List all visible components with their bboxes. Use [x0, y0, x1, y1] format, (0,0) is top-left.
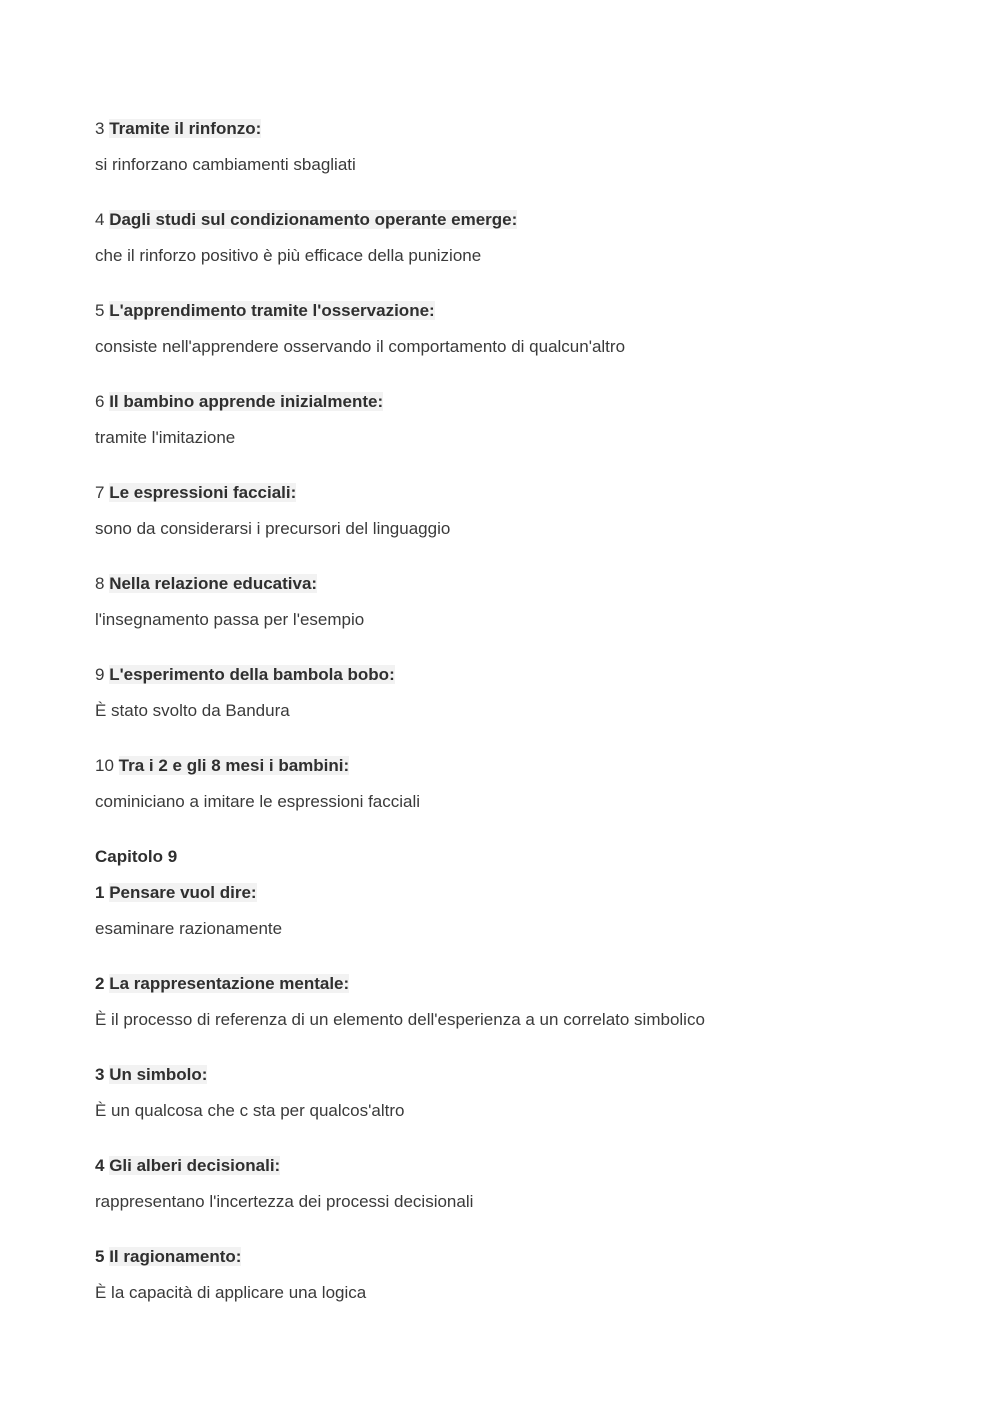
answer-text: sono da considerarsi i precursori del linguaggio: [95, 519, 451, 538]
question: [95, 973, 915, 995]
qa-item: [95, 209, 915, 267]
question-text: Pensare vuol dire:: [109, 883, 257, 902]
question-text: Nella relazione educativa:: [109, 574, 318, 593]
question-text: Il ragionamento:: [109, 1247, 242, 1266]
answer-text: cominiciano a imitare le espressioni facciali: [95, 792, 421, 811]
question-number: 8: [95, 574, 105, 593]
question-number: 5: [95, 301, 105, 320]
question-text: Il bambino apprende inizialmente:: [109, 392, 384, 411]
qa-item: [95, 391, 915, 449]
question-text: L'esperimento della bambola bobo:: [109, 665, 395, 684]
qa-item: [95, 118, 915, 176]
qa-item: [95, 300, 915, 358]
qa-item: [95, 882, 915, 940]
question: [95, 1155, 915, 1177]
chapter-heading: Capitolo 9: [95, 847, 178, 866]
qa-item: [95, 664, 915, 722]
qa-item: [95, 973, 915, 1031]
question: [95, 482, 915, 504]
question-number: 10: [95, 756, 114, 775]
question: [95, 209, 915, 231]
answer-text: consiste nell'apprendere osservando il comportamento di qualcun'altro: [95, 337, 626, 356]
question-number: 1: [95, 883, 105, 902]
question-text: Un simbolo:: [109, 1065, 208, 1084]
question: [95, 1246, 915, 1268]
qa-item: [95, 482, 915, 540]
qa-item: [95, 1246, 915, 1304]
answer-text: È un qualcosa che c sta per qualcos'altro: [95, 1101, 405, 1120]
answer-text: È la capacità di applicare una logica: [95, 1283, 367, 1302]
question-text: Tra i 2 e gli 8 mesi i bambini:: [118, 756, 350, 775]
question-number: 6: [95, 392, 105, 411]
question-text: L'apprendimento tramite l'osservazione:: [109, 301, 435, 320]
qa-item: [95, 1064, 915, 1122]
question-text: Dagli studi sul condizionamento operante emerge:: [109, 210, 518, 229]
question-number: 3: [95, 119, 105, 138]
question-number: 4: [95, 210, 105, 229]
question-text: Gli alberi decisionali:: [109, 1156, 281, 1175]
question-number: 9: [95, 665, 105, 684]
question: [95, 1064, 915, 1086]
question-number: 3: [95, 1065, 105, 1084]
answer-text: tramite l'imitazione: [95, 428, 236, 447]
question-number: 4: [95, 1156, 105, 1175]
question: [95, 118, 915, 140]
question-number: 2: [95, 974, 105, 993]
answer-text: che il rinforzo positivo è più efficace della punizione: [95, 246, 482, 265]
qa-item: [95, 573, 915, 631]
question: [95, 755, 915, 777]
question: [95, 882, 915, 904]
answer-text: È il processo di referenza di un elemento dell'esperienza a un correlato simbolico: [95, 1010, 705, 1029]
answer-text: l'insegnamento passa per l'esempio: [95, 610, 365, 629]
question-text: Le espressioni facciali:: [109, 483, 297, 502]
question: [95, 391, 915, 413]
answer-text: rappresentano l'incertezza dei processi decisionali: [95, 1192, 474, 1211]
answer-text: si rinforzano cambiamenti sbagliati: [95, 155, 356, 174]
answer-text: esaminare razionamente: [95, 919, 283, 938]
question: [95, 300, 915, 322]
question: [95, 664, 915, 686]
question-number: 7: [95, 483, 105, 502]
qa-item: [95, 755, 915, 813]
answer-text: È stato svolto da Bandura: [95, 701, 290, 720]
question-text: Tramite il rinfonzo:: [109, 119, 262, 138]
question-text: La rappresentazione mentale:: [109, 974, 350, 993]
question-number: 5: [95, 1247, 105, 1266]
qa-item: [95, 1155, 915, 1213]
question: [95, 573, 915, 595]
